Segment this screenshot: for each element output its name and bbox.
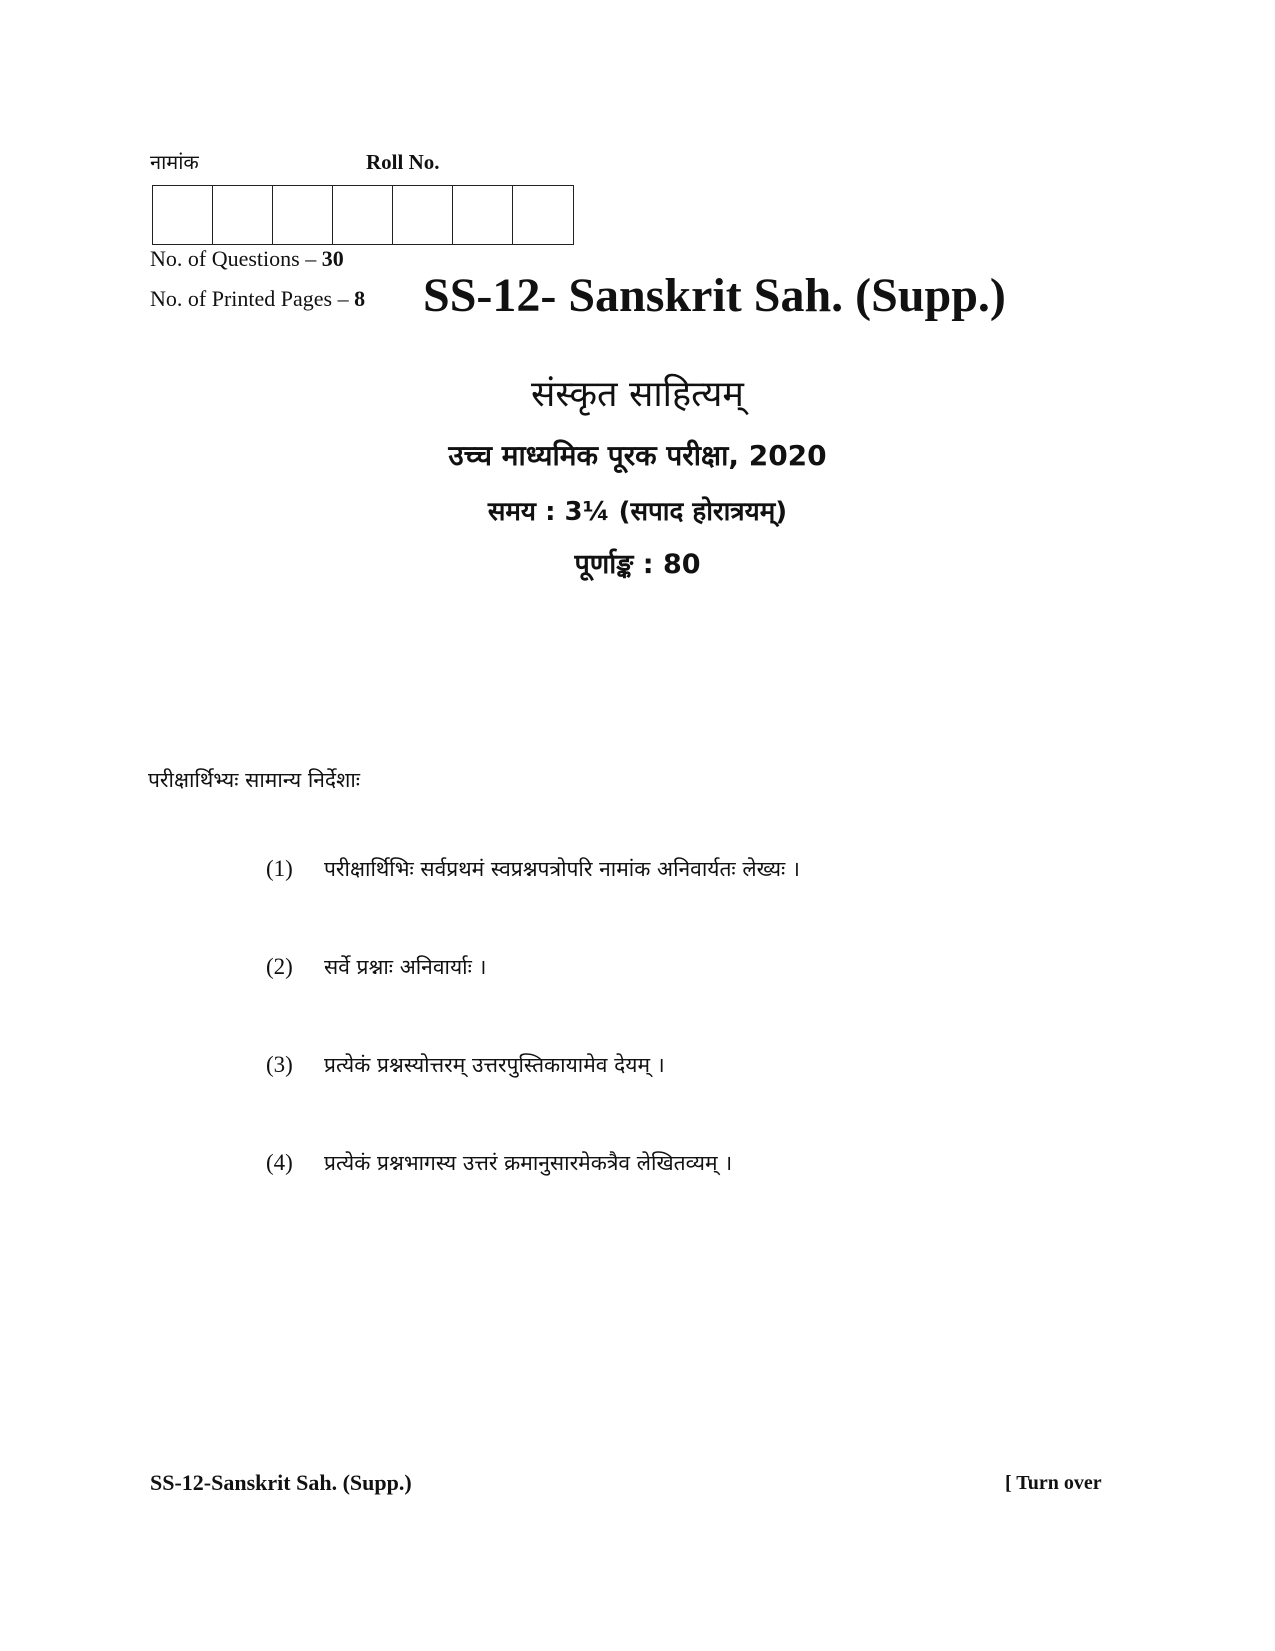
instruction-item [266,1149,800,1247]
roll-number-box[interactable] [153,186,213,244]
questions-count-value: 30 [321,246,344,271]
printed-pages-label: No. of Printed Pages – [150,286,355,311]
instruction-item [266,855,800,953]
footer-paper-code: SS-12-Sanskrit Sah. (Supp.) [150,1470,412,1495]
instruction-number: (1) [266,856,293,881]
roll-number-label: Roll No. [366,150,440,174]
roll-number-box[interactable] [393,186,453,244]
instructions-list [266,855,800,1247]
roll-number-box[interactable] [213,186,273,244]
printed-pages-line [150,286,365,312]
questions-count-line [150,246,344,272]
time-allowed: समय : 3¼ (सपाद होरात्रयम्) [487,497,788,527]
instruction-number: (3) [266,1052,293,1077]
exam-title: उच्च माध्यमिक पूरक परीक्षा, 2020 [448,439,827,472]
instructions-heading: परीक्षार्थिभ्यः सामान्य निर्देशाः [148,768,361,792]
roll-number-box[interactable] [333,186,393,244]
maximum-marks: पूर्णाङ्क : 80 [574,549,701,580]
instruction-text: परीक्षार्थिभिः सर्वप्रथमं स्वप्रश्नपत्रोपरि नामांक अनिवार्यतः लेख्यः । [324,857,800,881]
roll-number-box[interactable] [513,186,573,244]
instruction-number: (4) [266,1150,293,1175]
instruction-text: प्रत्येकं प्रश्नभागस्य उत्तरं क्रमानुसारमेकत्रैव लेखितव्यम् । [324,1151,733,1175]
roll-number-label-hindi: नामांक [150,150,199,174]
roll-number-box[interactable] [453,186,513,244]
questions-count-label: No. of Questions – [150,246,322,271]
subject-title: संस्कृत साहित्यम् [531,374,744,415]
instruction-text: सर्वे प्रश्नाः अनिवार्याः । [324,955,487,979]
roll-number-boxes [152,185,574,245]
turn-over-note: [ Turn over [1005,1472,1102,1494]
instruction-item [266,1051,800,1149]
paper-code-title: SS-12- Sanskrit Sah. (Supp.) [423,269,1006,322]
printed-pages-value: 8 [354,286,366,311]
instruction-text: प्रत्येकं प्रश्नस्योत्तरम् उत्तरपुस्तिकायामेव देयम् । [324,1053,665,1077]
roll-number-box[interactable] [273,186,333,244]
instruction-item [266,953,800,1051]
instruction-number: (2) [266,954,293,979]
